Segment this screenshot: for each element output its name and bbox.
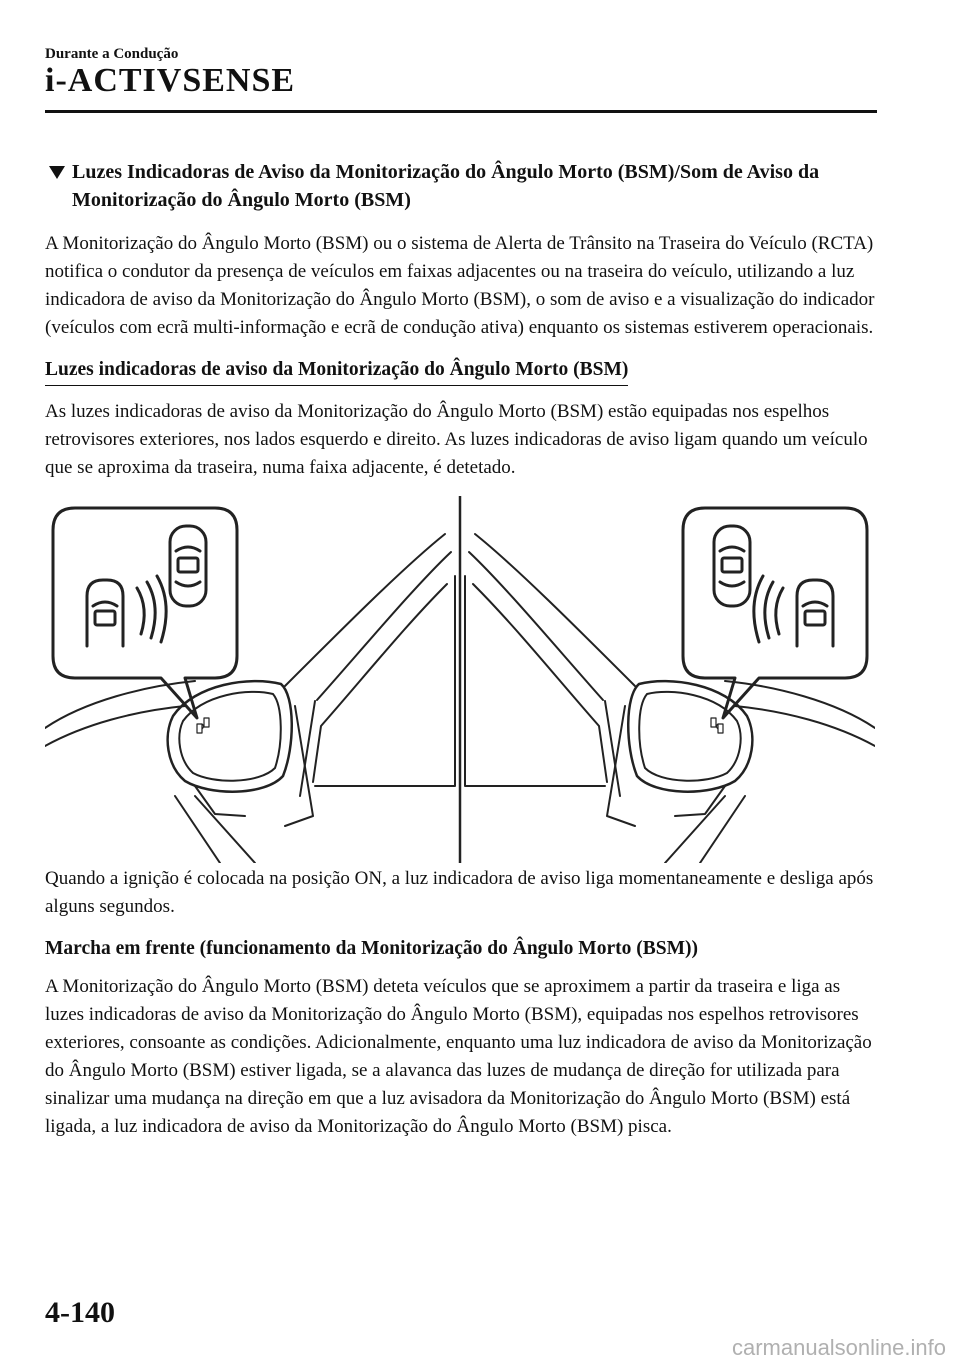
mirror-illustration-svg	[45, 496, 875, 863]
mirror-illustration	[45, 496, 875, 863]
right-bubble-car-adjacent-icon	[797, 580, 833, 646]
right-bubble-car-ahead-icon	[714, 526, 750, 606]
left-mirror	[168, 681, 292, 816]
right-pillar-window	[465, 534, 875, 863]
indicators-paragraph: As luzes indicadoras de aviso da Monitorização do Ângulo Morto (BSM) estão equipadas nos espelhos retrovisores exteriores, nos lados esquerdo e direito. As luzes indicadoras de aviso ligam quando um veículo que se aproxima da traseira, numa faixa adjacente, é detetado.	[45, 401, 868, 478]
left-bubble-car-ahead-icon	[170, 526, 206, 606]
watermark: carmanualsonline.info	[731, 1335, 946, 1360]
running-head: Durante a Condução	[45, 46, 179, 62]
bsm-indicator-icon	[711, 718, 723, 733]
forward-paragraph: A Monitorização do Ângulo Morto (BSM) deteta veículos que se aproximem a partir da traseira e liga as luzes indicadoras de aviso da Monitorização do Ângulo Morto (BSM), equipadas nos espelhos retrovisores exteriores, consoante as condições. Adicionalmente, enquanto uma luz indicadora de aviso da Monitorização do Ângulo Morto (BSM) estiver ligada, se a alavanca das luzes de mudança de direção for utilizada para sinalizar uma mudança na direção em que a luz avisadora da Monitorização do Ângulo Morto (BSM) está ligada, a luz indicadora de aviso da Monitorização do Ângulo Morto (BSM) pisca.	[45, 976, 872, 1137]
section-heading	[45, 158, 875, 214]
page-number: 4-140	[45, 1296, 115, 1329]
section-title: i-ACTIVSENSE	[45, 62, 296, 99]
subsection-heading-indicators: Luzes indicadoras de aviso da Monitorização do Ângulo Morto (BSM)	[45, 356, 628, 386]
bsm-indicator-icon	[197, 718, 209, 733]
down-triangle-icon	[49, 166, 65, 179]
right-bubble-wave-icon	[754, 576, 783, 642]
right-mirror	[628, 681, 752, 816]
left-bubble-wave-icon	[137, 576, 166, 642]
page-content	[45, 158, 875, 1155]
left-callout-bubble	[53, 508, 237, 718]
left-pillar-window	[45, 534, 455, 863]
ignition-paragraph: Quando a ignição é colocada na posição ON, a luz indicadora de aviso liga momentaneamente e desliga após alguns segundos.	[45, 868, 874, 917]
section-heading-text: Luzes Indicadoras de Aviso da Monitorização do Ângulo Morto (BSM)/Som de Aviso da Monitorização do Ângulo Morto (BSM)	[72, 161, 820, 211]
intro-paragraph: A Monitorização do Ângulo Morto (BSM) ou o sistema de Alerta de Trânsito na Traseira do Veículo (RCTA) notifica o condutor da presença de veículos em faixas adjacentes ou na traseira do veículo, utilizando a luz indicadora de aviso da Monitorização do Ângulo Morto (BSM), o som de aviso e a visualização do indicador (veículos com ecrã multi-informação e ecrã de condução ativa) enquanto os sistemas estiverem operacionais.	[45, 233, 875, 338]
right-callout-bubble	[683, 508, 867, 718]
subsection-heading-forward: Marcha em frente (funcionamento da Monitorização do Ângulo Morto (BSM))	[45, 938, 698, 959]
left-bubble-car-adjacent-icon	[87, 580, 123, 646]
header-divider	[45, 110, 877, 113]
